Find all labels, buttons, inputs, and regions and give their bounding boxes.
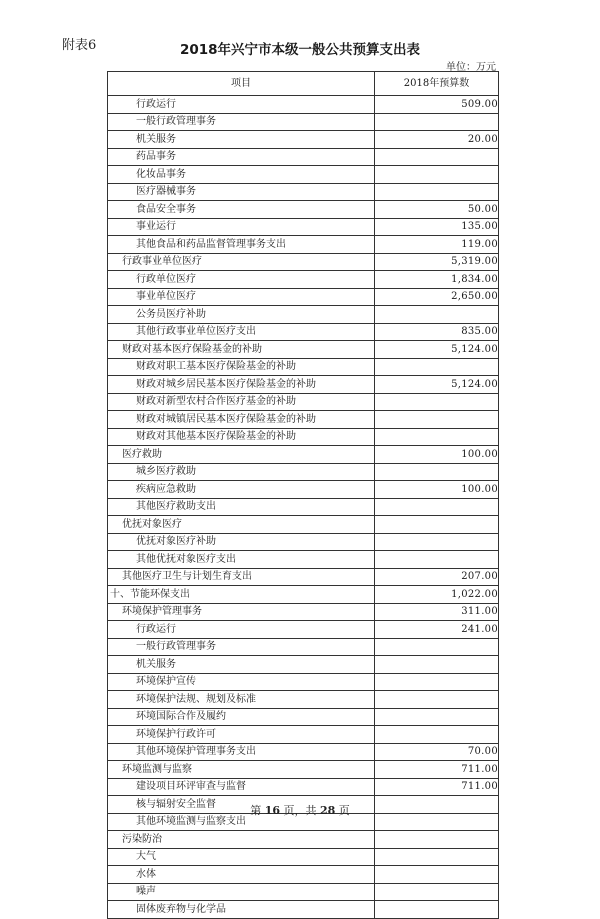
- row-item: 大气: [108, 848, 375, 866]
- row-item: 优抚对象医疗: [108, 516, 375, 534]
- row-item: 医疗器械事务: [108, 183, 375, 201]
- table-row: [108, 393, 499, 411]
- row-value: 5,319.00: [375, 253, 499, 271]
- table-row: [108, 778, 499, 796]
- row-value: 1,022.00: [375, 586, 499, 604]
- row-value: [375, 463, 499, 481]
- table-row: [108, 131, 499, 149]
- table-header-row: [108, 72, 499, 96]
- row-item: 环境保护管理事务: [108, 603, 375, 621]
- row-value: 311.00: [375, 603, 499, 621]
- row-item: 城乡医疗救助: [108, 463, 375, 481]
- table-row: [108, 586, 499, 604]
- row-item: 行政事业单位医疗: [108, 253, 375, 271]
- table-row: [108, 341, 499, 359]
- row-item: 机关服务: [108, 656, 375, 674]
- table-row: [108, 446, 499, 464]
- table-row: [108, 236, 499, 254]
- footer-page-number: 16: [264, 804, 280, 817]
- header-budget: 2018年预算数: [375, 72, 499, 96]
- table-row: [108, 306, 499, 324]
- table-row: [108, 253, 499, 271]
- table-row: [108, 831, 499, 849]
- row-item: 其他环境监测与监察支出: [108, 813, 375, 831]
- row-item: 环境保护宣传: [108, 673, 375, 691]
- row-value: [375, 498, 499, 516]
- row-item: 事业运行: [108, 218, 375, 236]
- table-row: [108, 96, 499, 114]
- row-value: [375, 848, 499, 866]
- row-item: 其他行政事业单位医疗支出: [108, 323, 375, 341]
- table-row: [108, 148, 499, 166]
- row-item: 财政对基本医疗保险基金的补助: [108, 341, 375, 359]
- budget-table: [107, 71, 499, 919]
- row-item: 核与辐射安全监督: [108, 796, 375, 814]
- row-item: 一般行政管理事务: [108, 638, 375, 656]
- table-row: [108, 376, 499, 394]
- row-item: 一般行政管理事务: [108, 113, 375, 131]
- row-value: 509.00: [375, 96, 499, 114]
- row-item: 其他优抚对象医疗支出: [108, 551, 375, 569]
- row-value: [375, 393, 499, 411]
- table-row: [108, 498, 499, 516]
- row-value: [375, 708, 499, 726]
- header-item: 项目: [108, 72, 375, 96]
- row-value: 241.00: [375, 621, 499, 639]
- row-item: 行政运行: [108, 96, 375, 114]
- footer-suffix: 页: [335, 804, 350, 817]
- row-value: [375, 866, 499, 884]
- table-row: [108, 551, 499, 569]
- row-item: 环境保护法规、规划及标准: [108, 691, 375, 709]
- table-row: [108, 901, 499, 919]
- table-row: [108, 638, 499, 656]
- row-value: [375, 428, 499, 446]
- row-value: [375, 148, 499, 166]
- row-item: 其他医疗救助支出: [108, 498, 375, 516]
- row-item: 药品事务: [108, 148, 375, 166]
- table-row: [108, 848, 499, 866]
- table-row: [108, 183, 499, 201]
- table-row: [108, 481, 499, 499]
- row-item: 疾病应急救助: [108, 481, 375, 499]
- footer-middle: 页，共: [280, 804, 320, 817]
- row-item: 财政对城镇居民基本医疗保险基金的补助: [108, 411, 375, 429]
- row-item: 化妆品事务: [108, 166, 375, 184]
- row-item: 水体: [108, 866, 375, 884]
- row-value: [375, 831, 499, 849]
- table-row: [108, 866, 499, 884]
- row-value: [375, 166, 499, 184]
- row-item: 财政对新型农村合作医疗基金的补助: [108, 393, 375, 411]
- table-row: [108, 463, 499, 481]
- table-row: [108, 743, 499, 761]
- table-row: [108, 166, 499, 184]
- page-title: 2018年兴宁市本级一般公共预算支出表: [179, 42, 421, 58]
- table-row: [108, 621, 499, 639]
- row-value: [375, 901, 499, 919]
- page-footer: [0, 802, 600, 818]
- row-item: 财政对其他基本医疗保险基金的补助: [108, 428, 375, 446]
- attachment-label: 附表6: [62, 38, 97, 53]
- row-item: 噪声: [108, 883, 375, 901]
- row-value: [375, 673, 499, 691]
- row-item: 环境国际合作及履约: [108, 708, 375, 726]
- row-value: [375, 883, 499, 901]
- row-item: 事业单位医疗: [108, 288, 375, 306]
- row-value: [375, 183, 499, 201]
- footer-total-pages: 28: [320, 804, 336, 817]
- table-row: [108, 288, 499, 306]
- row-item: 其他医疗卫生与计划生育支出: [108, 568, 375, 586]
- row-item: 建设项目环评审查与监督: [108, 778, 375, 796]
- row-value: [375, 358, 499, 376]
- row-item: 食品安全事务: [108, 201, 375, 219]
- row-item: 行政单位医疗: [108, 271, 375, 289]
- row-item: 其他食品和药品监督管理事务支出: [108, 236, 375, 254]
- row-item: 行政运行: [108, 621, 375, 639]
- row-item: 其他环境保护管理事务支出: [108, 743, 375, 761]
- row-value: 711.00: [375, 778, 499, 796]
- table-row: [108, 201, 499, 219]
- row-value: 835.00: [375, 323, 499, 341]
- row-value: [375, 726, 499, 744]
- row-value: [375, 113, 499, 131]
- row-value: [375, 533, 499, 551]
- table-row: [108, 516, 499, 534]
- table-row: [108, 691, 499, 709]
- row-item: 环境监测与监察: [108, 761, 375, 779]
- row-item: 医疗救助: [108, 446, 375, 464]
- row-value: [375, 551, 499, 569]
- table-row: [108, 603, 499, 621]
- table-row: [108, 673, 499, 691]
- row-value: 100.00: [375, 481, 499, 499]
- table-row: [108, 726, 499, 744]
- row-value: 70.00: [375, 743, 499, 761]
- table-row: [108, 323, 499, 341]
- row-item: 环境保护行政许可: [108, 726, 375, 744]
- table-row: [108, 533, 499, 551]
- row-item: 优抚对象医疗补助: [108, 533, 375, 551]
- row-value: 100.00: [375, 446, 499, 464]
- row-value: [375, 411, 499, 429]
- row-value: [375, 691, 499, 709]
- row-value: [375, 516, 499, 534]
- table-row: [108, 428, 499, 446]
- row-value: 207.00: [375, 568, 499, 586]
- table-row: [108, 218, 499, 236]
- row-value: 20.00: [375, 131, 499, 149]
- table-row: [108, 761, 499, 779]
- table-row: [108, 411, 499, 429]
- row-value: 135.00: [375, 218, 499, 236]
- row-item: 十、节能环保支出: [108, 586, 375, 604]
- row-item: 机关服务: [108, 131, 375, 149]
- row-value: 5,124.00: [375, 376, 499, 394]
- row-item: 污染防治: [108, 831, 375, 849]
- row-item: 财政对职工基本医疗保险基金的补助: [108, 358, 375, 376]
- row-item: 公务员医疗补助: [108, 306, 375, 324]
- row-value: 119.00: [375, 236, 499, 254]
- row-item: 财政对城乡居民基本医疗保险基金的补助: [108, 376, 375, 394]
- table-row: [108, 883, 499, 901]
- row-value: 1,834.00: [375, 271, 499, 289]
- row-value: [375, 306, 499, 324]
- table-row: [108, 656, 499, 674]
- table-row: [108, 568, 499, 586]
- footer-prefix: 第: [250, 804, 265, 817]
- row-value: 50.00: [375, 201, 499, 219]
- unit-label: 单位：万元: [446, 62, 496, 73]
- table-row: [108, 708, 499, 726]
- row-value: [375, 656, 499, 674]
- row-value: 5,124.00: [375, 341, 499, 359]
- table-row: [108, 271, 499, 289]
- row-value: 2,650.00: [375, 288, 499, 306]
- row-value: 711.00: [375, 761, 499, 779]
- row-value: [375, 638, 499, 656]
- row-item: 固体废弃物与化学品: [108, 901, 375, 919]
- table-row: [108, 358, 499, 376]
- table-row: [108, 113, 499, 131]
